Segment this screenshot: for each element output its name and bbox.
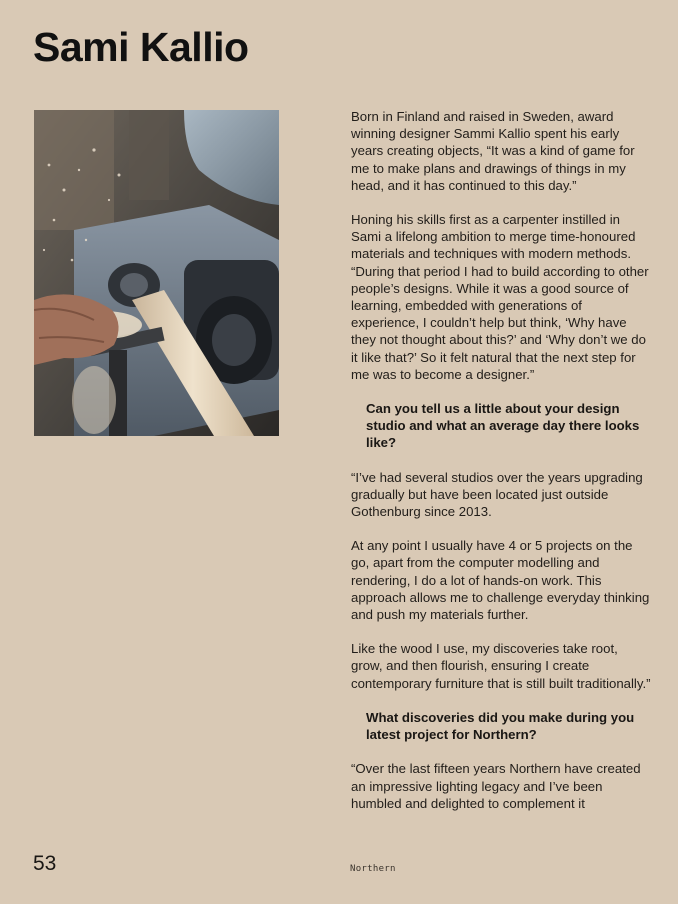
page-title: Sami Kallio xyxy=(33,24,249,70)
paragraph-answer: “Over the last fifteen years Northern have created an impressive lighting legacy and I’ve been humbled and delighted to complement it xyxy=(351,761,641,811)
publication-name: Northern xyxy=(350,864,396,874)
paragraph-answer: At any point I usually have 4 or 5 projects on the go, apart from the computer modelling and rendering, I do a lot of hands-on work. This approach allows me to challenge everyday thinking and push my materials further. xyxy=(351,538,650,623)
article-photo xyxy=(34,110,279,436)
paragraph-answer: “I’ve had several studios over the years upgrading gradually but have been located just outside Gothenburg since 2013. xyxy=(351,469,643,520)
interview-question: Can you tell us a little about your design studio and what an average day there looks like? xyxy=(366,401,640,451)
page-number: 53 xyxy=(33,852,57,875)
paragraph-answer: Like the wood I use, my discoveries take root, grow, and then flourish, ensuring I create contemporary furniture that is still built traditionally.” xyxy=(351,641,651,691)
article-body xyxy=(351,108,651,829)
lathe-photo-illustration xyxy=(34,110,279,436)
interview-question: What discoveries did you make during you latest project for Northern? xyxy=(366,709,635,743)
paragraph-carpenter: Honing his skills first as a carpenter instilled in Sami a lifelong ambition to merge time-honoured materials and techniques with modern methods. “During that period I had to build according to other people’s designs. While it was a good source of learning, embedded with generations of experience, I couldn’t help but think, ‘Why have they not thought about this?’ and ‘Why don’t we do it like that?’ So it felt natural that the next step for me was to become a designer.” xyxy=(351,212,649,382)
paragraph-intro: Born in Finland and raised in Sweden, award winning designer Sammi Kallio spent his early years creating objects, “It was a kind of game for me to make plans and drawings of things in my head, and it has continued to this day.” xyxy=(351,109,635,193)
